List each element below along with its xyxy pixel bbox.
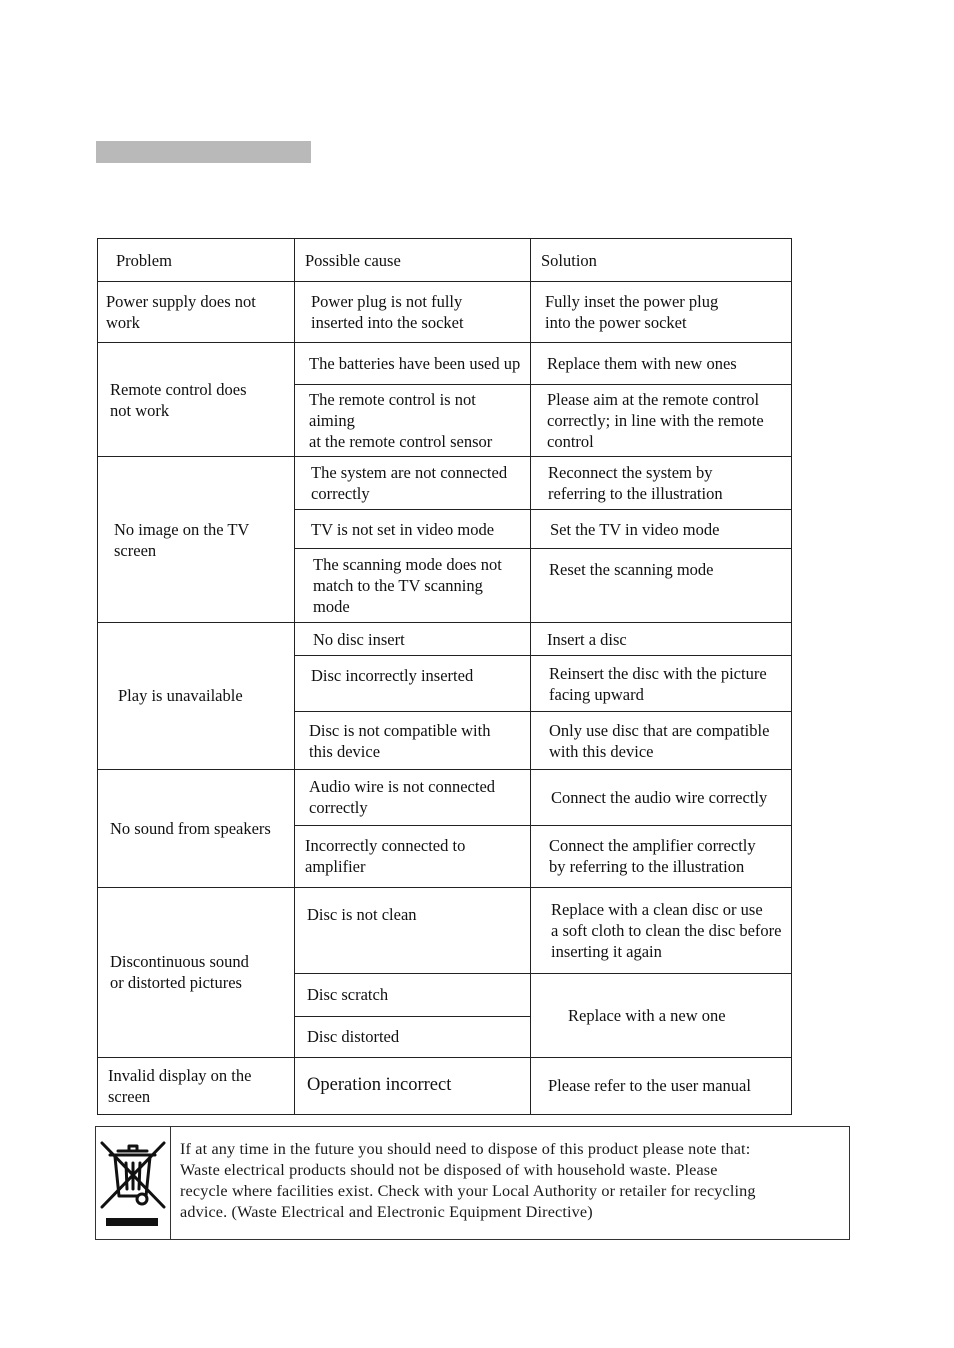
solution-cell: Reset the scanning mode bbox=[531, 549, 792, 623]
solution-cell: Connect the amplifier correctly by referring to the illustration bbox=[531, 825, 792, 887]
cause-cell: Audio wire is not connected correctly bbox=[295, 769, 531, 825]
cause-cell: Disc distorted bbox=[295, 1016, 531, 1057]
table-row bbox=[98, 282, 792, 343]
cause-cell: Incorrectly connected to amplifier bbox=[295, 825, 531, 887]
solution-cell: Only use disc that are compatible with this device bbox=[531, 712, 792, 769]
cause-cell: Operation incorrect bbox=[295, 1057, 531, 1114]
problem-cell: No image on the TV screen bbox=[98, 457, 295, 623]
cause-cell: Disc scratch bbox=[295, 973, 531, 1016]
problem-cell: Invalid display on the screen bbox=[98, 1057, 295, 1114]
solution-cell: Fully inset the power plug into the power socket bbox=[531, 282, 792, 343]
solution-cell: Please aim at the remote control correctly; in line with the remote control bbox=[531, 385, 792, 457]
table-row bbox=[98, 623, 792, 656]
cause-cell: The system are not connected correctly bbox=[295, 457, 531, 510]
problem-cell: Discontinuous sound or distorted pictures bbox=[98, 887, 295, 1057]
table-header-row bbox=[98, 239, 792, 282]
table-row bbox=[98, 887, 792, 973]
table-row bbox=[98, 1057, 792, 1114]
solution-cell: Set the TV in video mode bbox=[531, 510, 792, 549]
cause-cell: No disc insert bbox=[295, 623, 531, 656]
cause-cell: Disc is not compatible with this device bbox=[295, 712, 531, 769]
table-row bbox=[98, 457, 792, 510]
weee-disposal-notice bbox=[95, 1126, 850, 1240]
weee-notice-text: If at any time in the future you should need to dispose of this product please note that: Waste electrical products should not be disposed of with household waste. Please recycle where facilities exist. Check with your Local Authority or retailer for recycling advice. (Waste Electrical and Electronic Equipment Directive) bbox=[180, 1140, 756, 1221]
solution-cell: Reconnect the system by referring to the illustration bbox=[531, 457, 792, 510]
cause-cell: The batteries have been used up bbox=[295, 343, 531, 385]
problem-cell: Remote control does not work bbox=[98, 343, 295, 457]
crossed-out-wheelie-bin-icon bbox=[96, 1127, 171, 1239]
solution-cell: Replace with a clean disc or use a soft cloth to clean the disc before inserting it again bbox=[531, 887, 792, 973]
cause-cell: The remote control is not aiming at the remote control sensor bbox=[295, 385, 531, 457]
cause-cell: Power plug is not fully inserted into the socket bbox=[295, 282, 531, 343]
cause-cell: Disc is not clean bbox=[295, 887, 531, 973]
table-row bbox=[98, 343, 792, 385]
cause-cell: TV is not set in video mode bbox=[295, 510, 531, 549]
header-problem: Problem bbox=[98, 239, 295, 282]
solution-cell: Please refer to the user manual bbox=[531, 1057, 792, 1114]
solution-cell: Replace with a new one bbox=[531, 973, 792, 1057]
cause-cell: The scanning mode does not match to the TV scanning mode bbox=[295, 549, 531, 623]
problem-cell: No sound from speakers bbox=[98, 769, 295, 887]
solution-cell: Connect the audio wire correctly bbox=[531, 769, 792, 825]
header-cause: Possible cause bbox=[295, 239, 531, 282]
problem-cell: Play is unavailable bbox=[98, 623, 295, 769]
solution-cell: Replace them with new ones bbox=[531, 343, 792, 385]
header-solution: Solution bbox=[531, 239, 792, 282]
table-row bbox=[98, 769, 792, 825]
solution-cell: Reinsert the disc with the picture facing upward bbox=[531, 656, 792, 712]
problem-cell: Power supply does not work bbox=[98, 282, 295, 343]
troubleshooting-table bbox=[97, 238, 792, 1115]
solution-cell: Insert a disc bbox=[531, 623, 792, 656]
section-title-bar bbox=[96, 141, 311, 163]
cause-cell: Disc incorrectly inserted bbox=[295, 656, 531, 712]
